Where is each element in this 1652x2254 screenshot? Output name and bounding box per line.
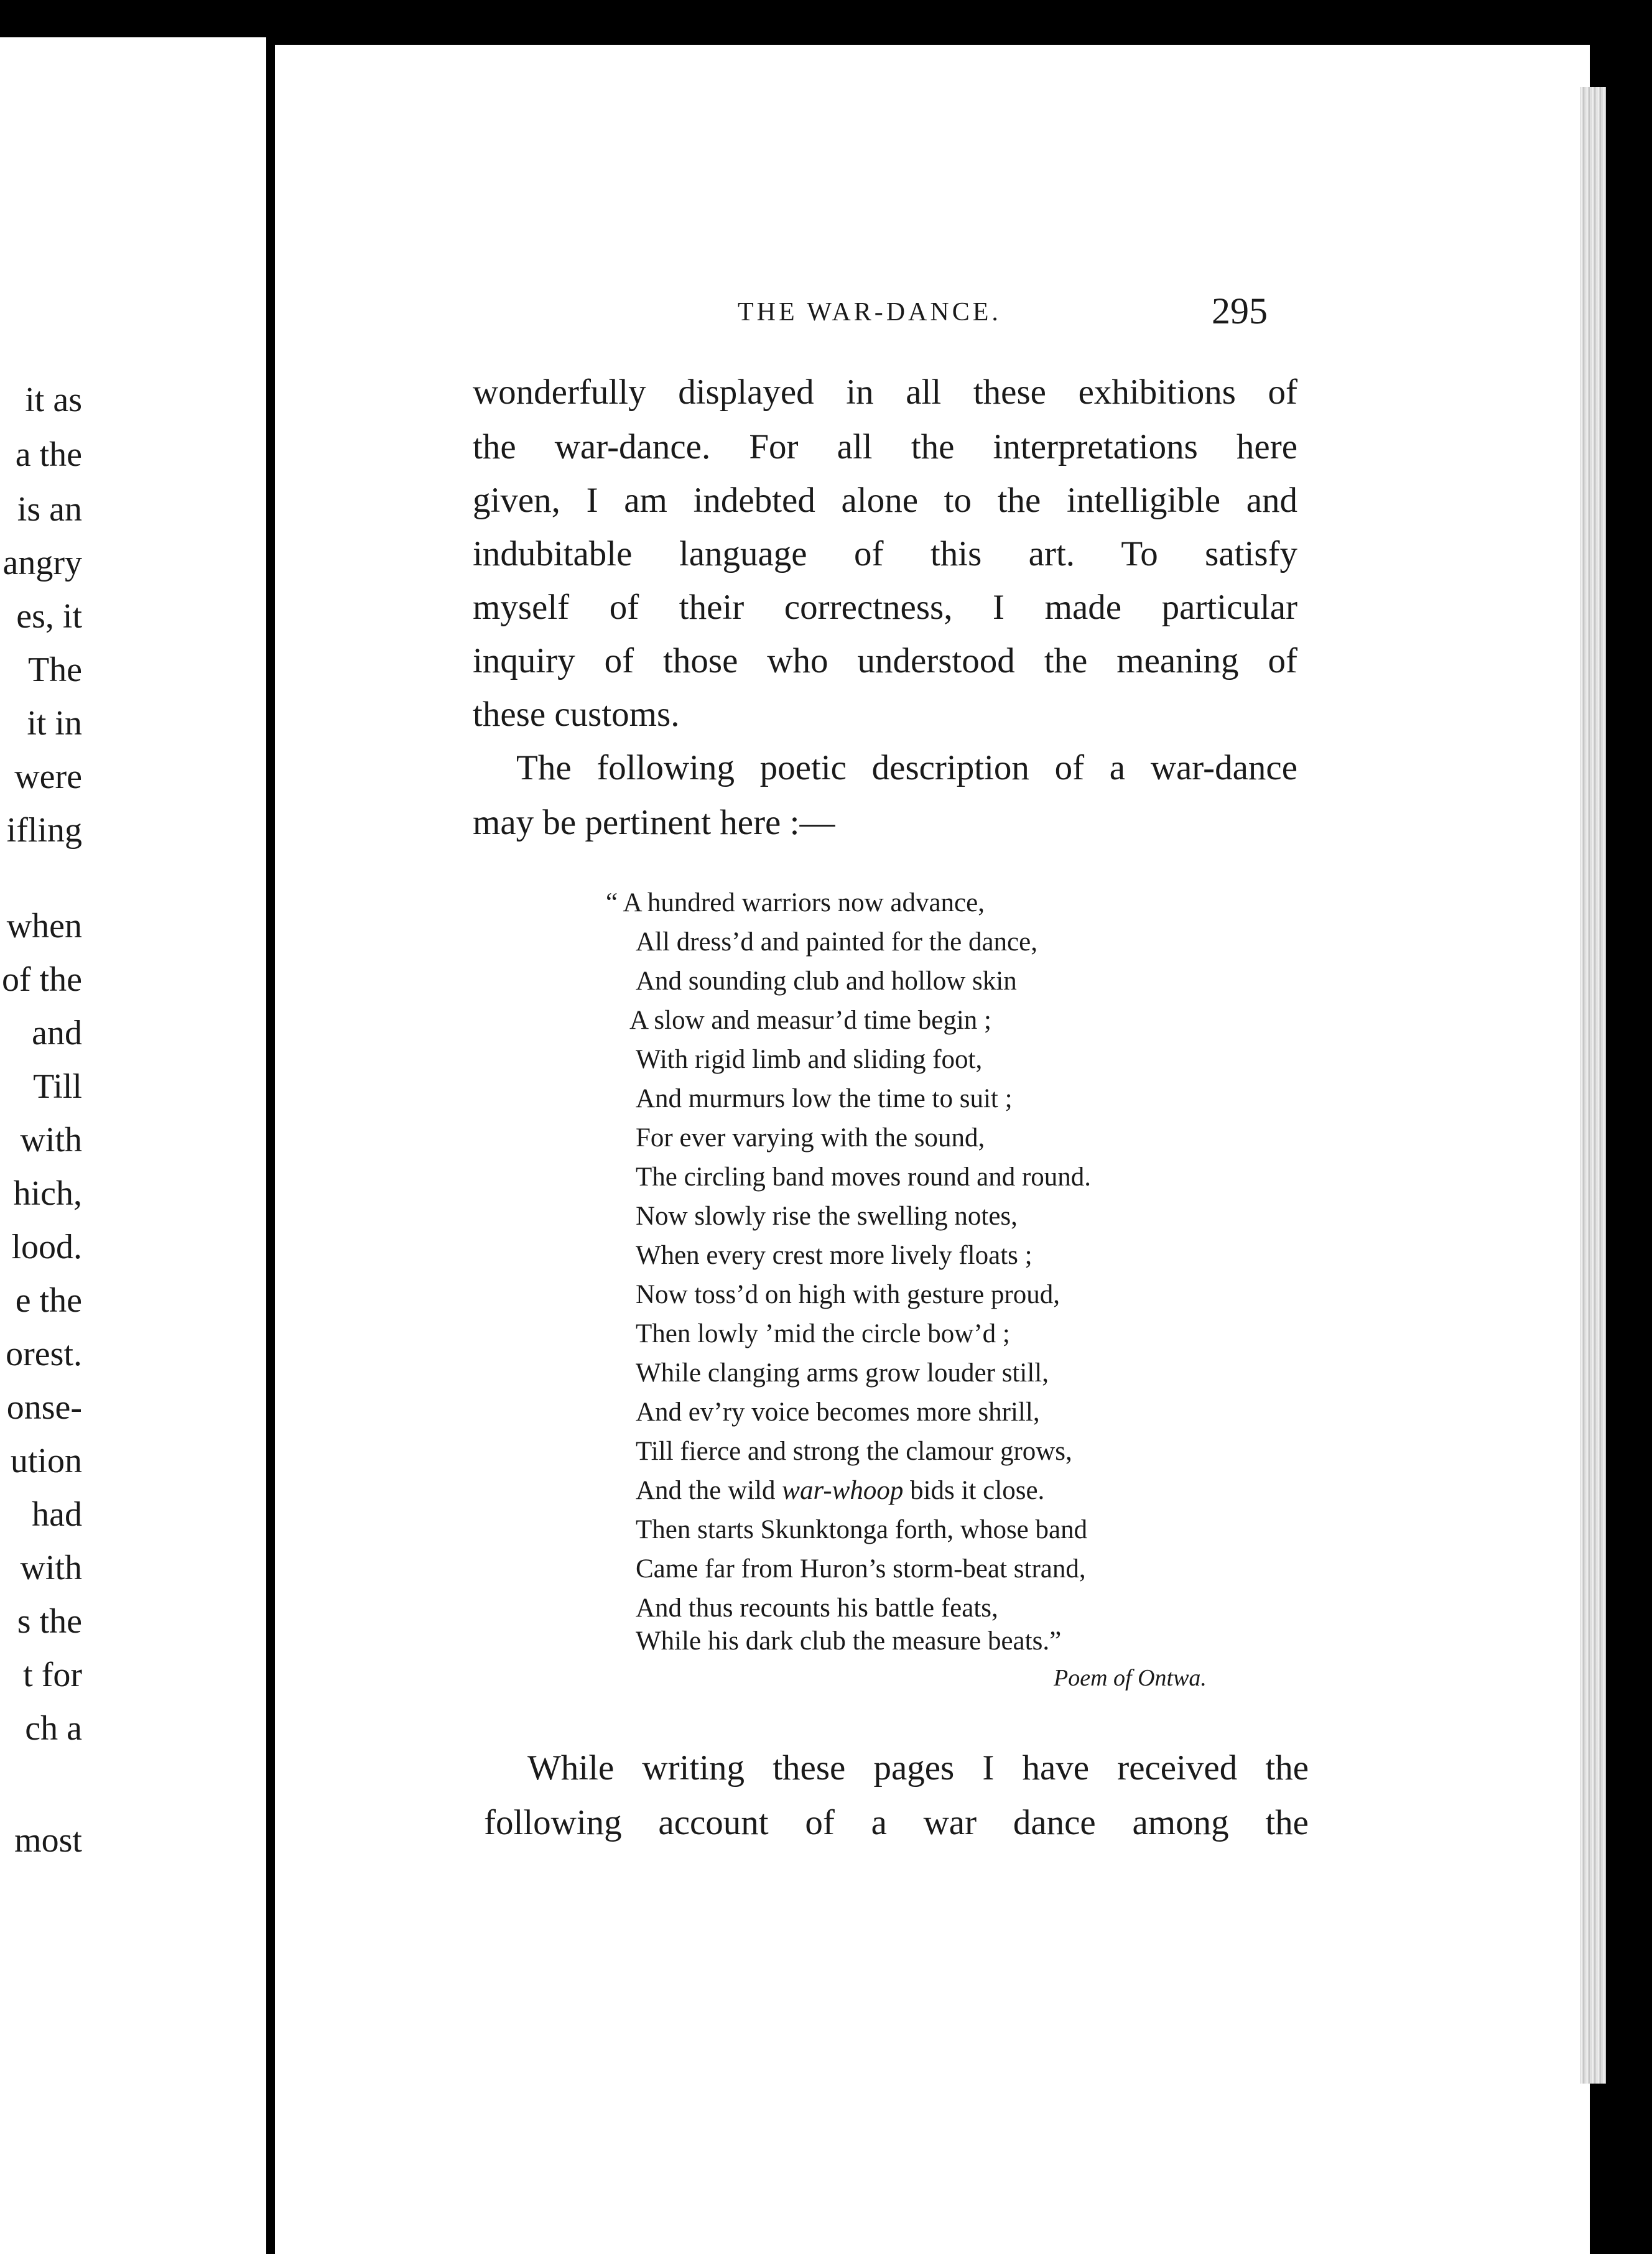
- previous-page-fragment: [0, 37, 266, 2254]
- poem-line: The circling band moves round and round.: [636, 1162, 1092, 1192]
- body-text-line: these customs.: [473, 695, 680, 734]
- poem-line: Till fierce and strong the clamour grows,: [636, 1437, 1072, 1466]
- poem-line: While clanging arms grow louder still,: [636, 1358, 1049, 1388]
- poem-line: And murmurs low the time to suit ;: [636, 1084, 1013, 1113]
- poem-line: And thus recounts his battle feats,: [636, 1593, 998, 1623]
- left-line-fragment: most: [14, 1821, 82, 1860]
- left-line-fragment: orest.: [6, 1335, 82, 1373]
- body-text-line: following account of a war dance among the: [484, 1803, 1309, 1842]
- poem-line: A slow and measur’d time begin ;: [629, 1006, 991, 1035]
- poem-line: While his dark club the measure beats.”: [636, 1626, 1062, 1656]
- left-line-fragment: lood.: [11, 1228, 82, 1266]
- poem-attribution: Poem of Ontwa.: [1054, 1665, 1207, 1691]
- left-line-fragment: Till: [33, 1067, 82, 1106]
- left-line-fragment: were: [14, 758, 82, 796]
- poem-line: Now slowly rise the swelling notes,: [636, 1202, 1018, 1231]
- body-text-line: myself of their correctness, I made particular: [473, 588, 1297, 627]
- poem-line: Now toss’d on high with gesture proud,: [636, 1280, 1060, 1309]
- poem-line: “ A hundred warriors now advance,: [606, 888, 985, 917]
- left-line-fragment: with: [20, 1549, 82, 1587]
- running-head: THE WAR-DANCE.: [738, 298, 1001, 327]
- poem-line: And ev’ry voice becomes more shrill,: [636, 1398, 1040, 1427]
- poem-line: Then starts Skunktonga forth, whose band: [636, 1515, 1088, 1544]
- poem-line: For ever varying with the sound,: [636, 1123, 985, 1153]
- poem-line-with-emphasis: [636, 1477, 1044, 1504]
- body-text-line: inquiry of those who understood the meaning of: [473, 641, 1297, 680]
- page-edge-shading: [1580, 87, 1606, 2084]
- left-line-fragment: ifling: [6, 811, 82, 850]
- emphasized-word: war-whoop: [782, 1476, 904, 1505]
- poem-line: With rigid limb and sliding foot,: [636, 1045, 983, 1074]
- left-line-fragment: t for: [23, 1656, 82, 1694]
- left-line-fragment: had: [32, 1495, 82, 1534]
- left-line-fragment: of the: [1, 960, 82, 999]
- left-line-fragment: it in: [27, 704, 82, 743]
- poem-line: And sounding club and hollow skin: [636, 967, 1017, 996]
- body-text-line: may be pertinent here :—: [473, 803, 835, 842]
- left-line-fragment: and: [32, 1014, 82, 1052]
- poem-line: Then lowly ’mid the circle bow’d ;: [636, 1319, 1010, 1348]
- left-line-fragment: is an: [17, 490, 82, 529]
- left-line-fragment: a the: [15, 435, 82, 474]
- left-line-fragment: es, it: [16, 597, 82, 636]
- left-line-fragment: angry: [2, 544, 82, 582]
- poem-line: When every crest more lively floats ;: [636, 1241, 1032, 1270]
- left-line-fragment: s the: [17, 1602, 82, 1641]
- body-text-line: The following poetic description of a war-dance: [516, 748, 1297, 787]
- left-line-fragment: when: [6, 907, 82, 945]
- left-line-fragment: ch a: [25, 1709, 82, 1748]
- body-text-line: While writing these pages I have received the: [527, 1748, 1309, 1788]
- body-text-line: indubitable language of this art. To satisfy: [473, 534, 1297, 573]
- poem-text: And the wild: [636, 1476, 782, 1505]
- left-line-fragment: hich,: [13, 1174, 82, 1213]
- poem-line: All dress’d and painted for the dance,: [636, 927, 1037, 957]
- body-text-line: given, I am indebted alone to the intelligible and: [473, 481, 1297, 520]
- page-number: 295: [1212, 290, 1268, 332]
- poem-text: bids it close.: [903, 1476, 1045, 1505]
- poem-line: Came far from Huron’s storm-beat strand,: [636, 1554, 1086, 1584]
- left-line-fragment: ution: [10, 1442, 82, 1480]
- left-line-fragment: with: [20, 1121, 82, 1159]
- body-text-line: the war-dance. For all the interpretations here: [473, 427, 1297, 466]
- body-text-line: wonderfully displayed in all these exhibitions of: [473, 373, 1297, 412]
- left-line-fragment: e the: [15, 1281, 82, 1320]
- left-line-fragment: it as: [25, 381, 82, 419]
- left-line-fragment: onse-: [6, 1388, 82, 1427]
- left-line-fragment: The: [27, 651, 82, 689]
